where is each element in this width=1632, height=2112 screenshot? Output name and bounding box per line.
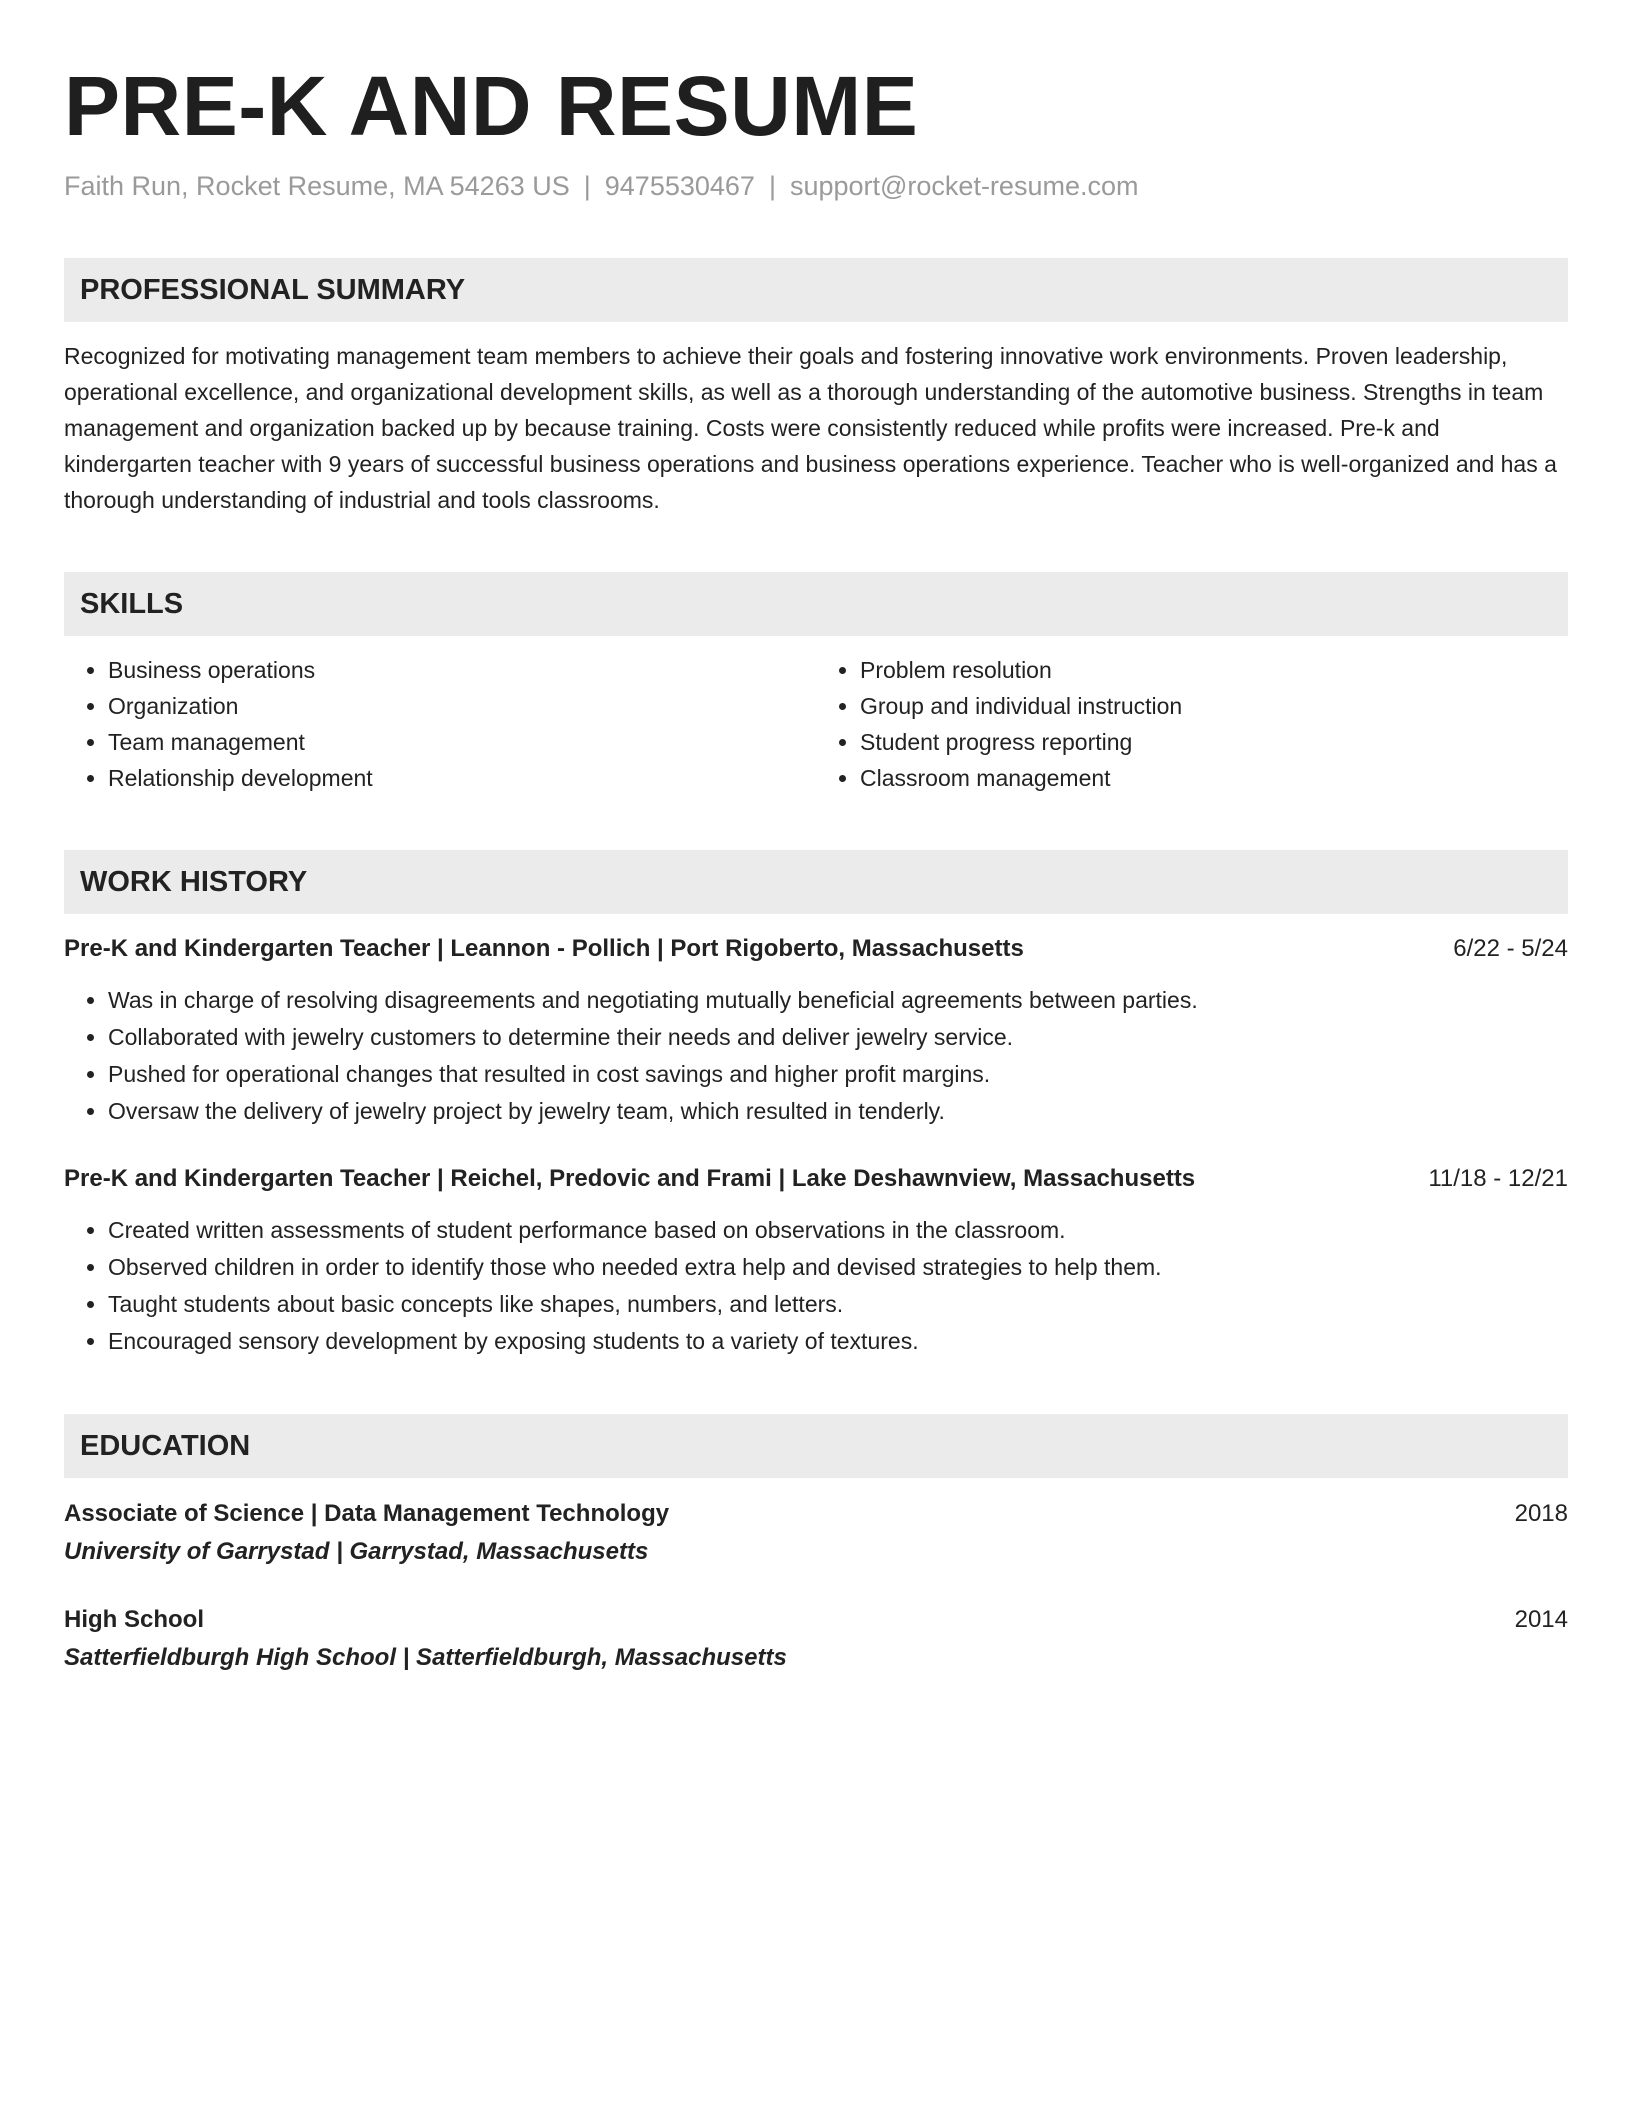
education-school: University of Garrystad | Garrystad, Massachusetts <box>64 1538 649 1565</box>
job-header <box>64 932 1568 966</box>
skill-item: • Group and individual instruction <box>860 688 1568 724</box>
contact-email: support@rocket-resume.com <box>789 171 1139 201</box>
skill-item: • Classroom management <box>860 760 1568 796</box>
job-bullets <box>64 982 1568 1130</box>
job-bullet: • Pushed for operational changes that resulted in cost savings and higher profit margins. <box>108 1056 1568 1093</box>
job-title: Pre-K and Kindergarten Teacher | Reichel, Predovic and Frami | Lake Deshawnview, Massachusetts <box>64 1165 1196 1192</box>
contact-separator: | <box>768 171 776 201</box>
skills-column-left <box>64 652 816 796</box>
contact-line <box>64 168 1568 204</box>
summary-text: Recognized for motivating management team members to achieve their goals and fostering innovative work environments. Proven leadership, operational excellence, and organizational development skills, as well as a thorough understanding of the automotive business. Strengths in team management and organization backed up by because training. Costs were consistently reduced while profits were increased. Pre-k and kindergarten teacher with 9 years of successful business operations and business operations experience. Teacher who is well-organized and has a thorough understanding of industrial and tools classrooms. <box>64 343 1557 513</box>
work-history-heading: WORK HISTORY <box>64 850 1568 914</box>
skills-heading: SKILLS <box>64 572 1568 636</box>
job-dates: 6/22 - 5/24 <box>1453 935 1568 962</box>
education-entry <box>64 1602 1568 1678</box>
job-bullets <box>64 1212 1568 1360</box>
job-entry <box>64 932 1568 1130</box>
education-year: 2018 <box>1514 1500 1568 1527</box>
job-bullet: • Collaborated with jewelry customers to determine their needs and deliver jewelry service. <box>108 1019 1568 1056</box>
job-bullet: • Oversaw the delivery of jewelry project by jewelry team, which resulted in tenderly. <box>108 1093 1568 1130</box>
skill-item: • Student progress reporting <box>860 724 1568 760</box>
skill-item: • Organization <box>108 688 816 724</box>
education-degree: High School <box>64 1606 204 1633</box>
job-bullet: • Created written assessments of student performance based on observations in the classroom. <box>108 1212 1568 1249</box>
education-header <box>64 1496 1568 1532</box>
education-school: Satterfieldburgh High School | Satterfieldburgh, Massachusetts <box>64 1644 787 1671</box>
candidate-name: PRE-K AND RESUME <box>64 59 919 153</box>
education-header <box>64 1602 1568 1638</box>
contact-address: Faith Run, Rocket Resume, MA 54263 US <box>64 171 570 201</box>
job-title: Pre-K and Kindergarten Teacher | Leannon - Pollich | Port Rigoberto, Massachusetts <box>64 935 1024 962</box>
summary-heading: PROFESSIONAL SUMMARY <box>64 258 1568 322</box>
job-bullet: • Encouraged sensory development by exposing students to a variety of textures. <box>108 1323 1568 1360</box>
education-heading: EDUCATION <box>64 1414 1568 1478</box>
skill-item: • Team management <box>108 724 816 760</box>
job-entry <box>64 1162 1568 1360</box>
skills-list <box>64 652 1568 796</box>
job-bullet: • Taught students about basic concepts like shapes, numbers, and letters. <box>108 1286 1568 1323</box>
job-dates: 11/18 - 12/21 <box>1428 1165 1568 1192</box>
skills-column-right <box>816 652 1568 796</box>
skill-item: • Problem resolution <box>860 652 1568 688</box>
job-header <box>64 1162 1568 1196</box>
contact-phone: 9475530467 <box>604 171 755 201</box>
education-entry <box>64 1496 1568 1572</box>
job-bullet: • Observed children in order to identify those who needed extra help and devised strategies to help them. <box>108 1249 1568 1286</box>
skill-item: • Relationship development <box>108 760 816 796</box>
skill-item: • Business operations <box>108 652 816 688</box>
education-degree: Associate of Science | Data Management Technology <box>64 1500 670 1527</box>
education-year: 2014 <box>1514 1606 1568 1633</box>
job-bullet: • Was in charge of resolving disagreements and negotiating mutually beneficial agreements between parties. <box>108 982 1568 1019</box>
contact-separator: | <box>583 171 591 201</box>
resume-page <box>64 56 1568 1678</box>
